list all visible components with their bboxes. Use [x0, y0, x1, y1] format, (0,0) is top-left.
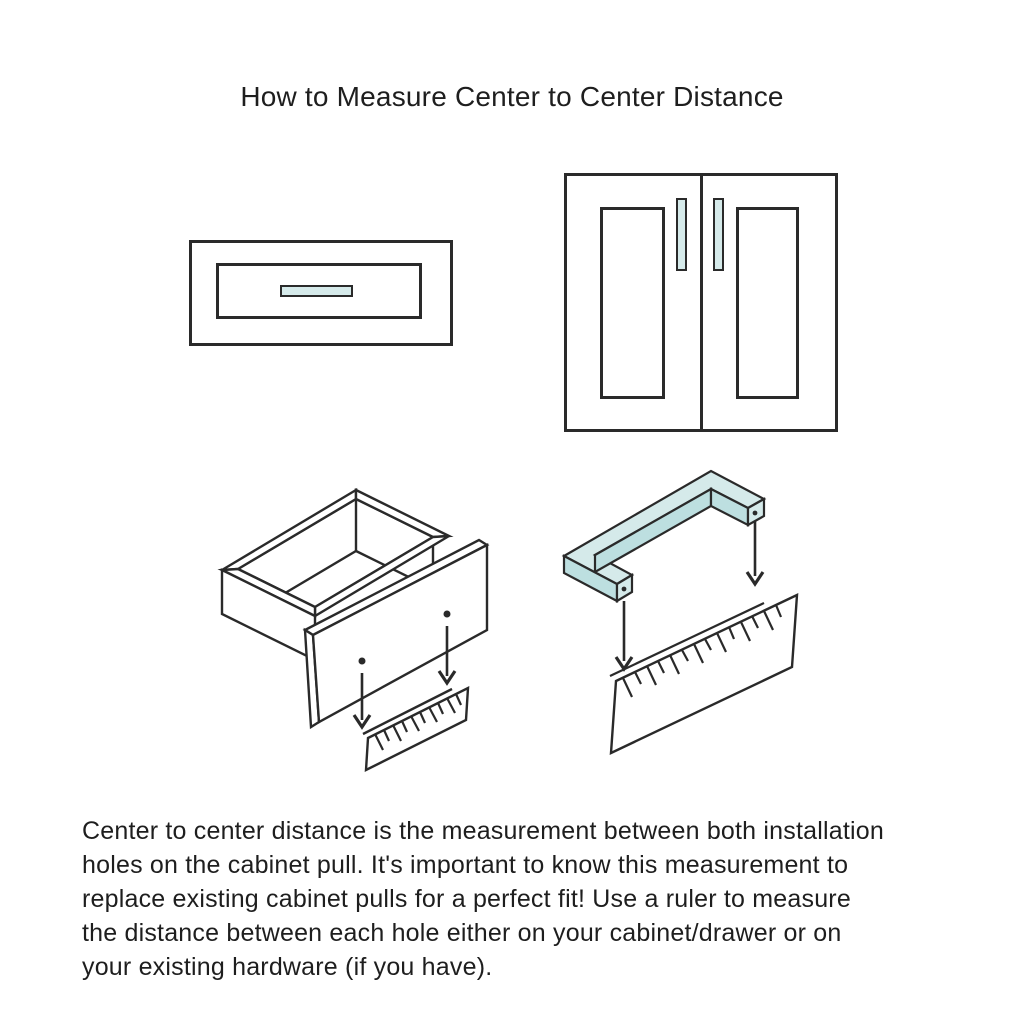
ruler-body — [611, 595, 797, 753]
cabinet-doors-illustration — [564, 173, 838, 432]
screw-hole-left — [622, 587, 627, 592]
hole-dot-right — [444, 611, 451, 618]
page-title: How to Measure Center to Center Distance — [240, 81, 784, 112]
drawer-rim-back-right — [356, 490, 449, 537]
drawer-front-pull — [280, 285, 353, 297]
description-line: replace existing cabinet pulls for a perfect fit! Use a ruler to measure — [82, 885, 851, 913]
drawer-rim-back-left — [222, 490, 356, 570]
pull-3d-illustration — [540, 460, 880, 790]
description-line: holes on the cabinet pull. It's important to know this measurement to — [82, 851, 849, 879]
hole-dot-left — [359, 658, 366, 665]
screw-hole-right — [753, 511, 758, 516]
drawer-3d-illustration — [190, 470, 510, 790]
drawer-front-illustration — [189, 240, 453, 346]
left-door-pull — [676, 198, 687, 271]
description-line: the distance between each hole either on your cabinet/drawer or on — [82, 919, 842, 947]
left-door-panel — [600, 207, 665, 399]
description-line: Center to center distance is the measurement between both installation — [82, 817, 884, 845]
right-door-pull — [713, 198, 724, 271]
right-door-panel — [736, 207, 799, 399]
description-line: your existing hardware (if you have). — [82, 953, 493, 981]
doors-center-divider — [700, 176, 703, 429]
description-paragraph — [82, 814, 982, 984]
